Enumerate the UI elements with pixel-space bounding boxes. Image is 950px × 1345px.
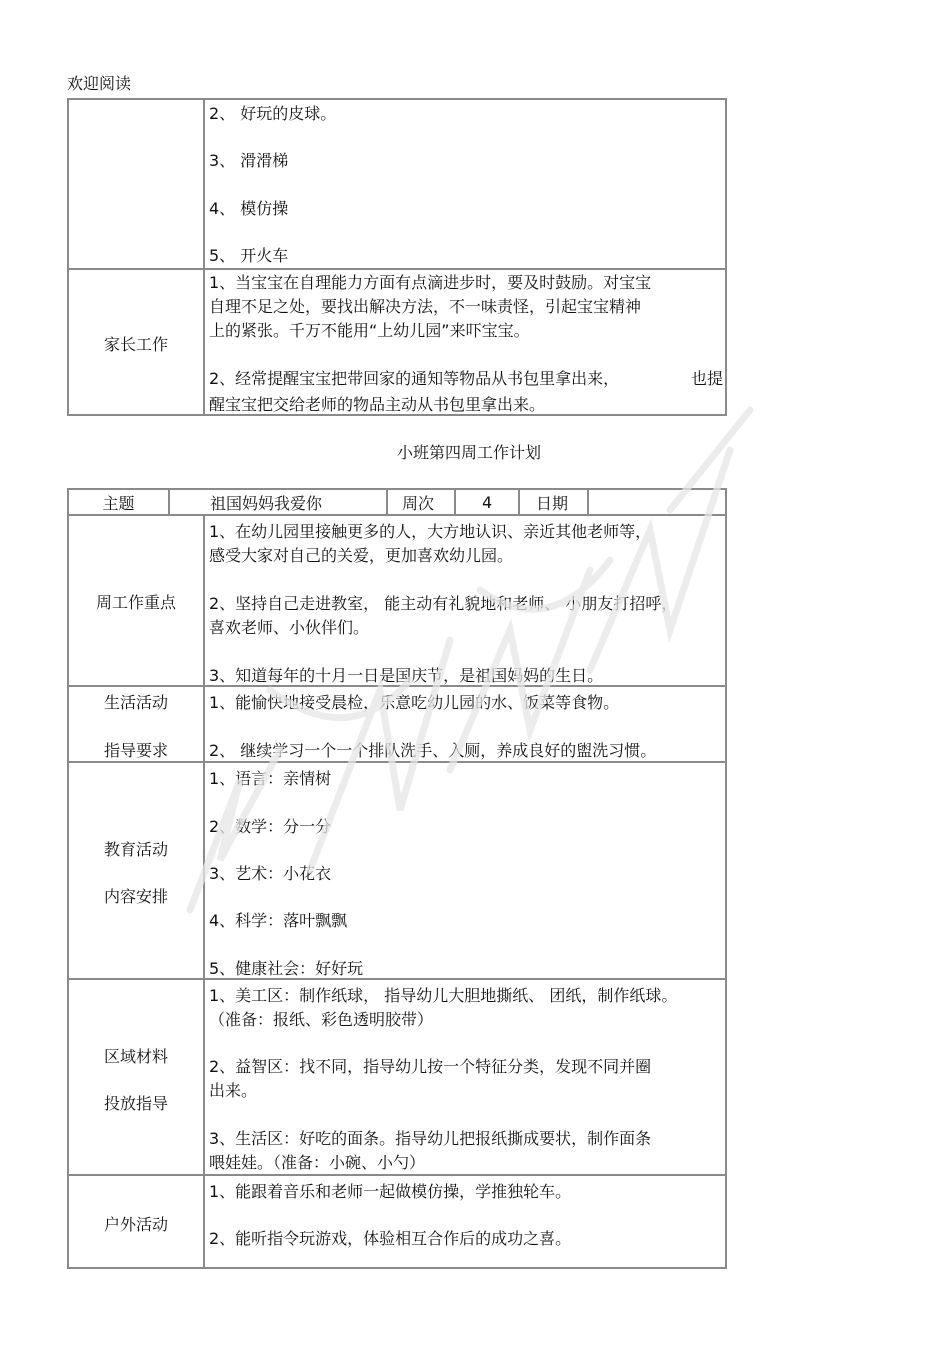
life-label: [69, 687, 205, 761]
area-line: 喂娃娃。（准备：小碗、小勺）: [209, 1153, 426, 1172]
outdoor-line: 1、能跟着音乐和老师一起做模仿操，学推独轮车。: [209, 1182, 572, 1201]
parent-work-content: [207, 270, 725, 414]
focus-line: 感受大家对自己的关爱，更加喜欢幼儿园。: [209, 546, 514, 565]
life-line: 1、能愉快地接受晨检，乐意吃幼儿园的水、饭菜等食物。: [209, 693, 620, 712]
focus-line: 3、知道每年的十月一日是国庆节，是祖国妈妈的生日。: [209, 666, 604, 685]
education-line: 2、数学：分一分: [209, 817, 332, 836]
activity-line: 2、 好玩的皮球。: [209, 104, 337, 123]
life-row: [69, 685, 725, 761]
parent-line: 1、当宝宝在自理能力方面有点滴进步时，要及时鼓励。对宝宝: [209, 273, 652, 292]
focus-row: [69, 514, 725, 685]
activity-row: [69, 100, 725, 270]
focus-label-text: 周工作重点: [95, 593, 176, 612]
focus-line: 2、坚持自己走进教室， 能主动有礼貌地和老师、 小朋友打招呼，: [209, 594, 678, 613]
parent-work-label: [69, 270, 205, 414]
week-label-cell: [388, 490, 456, 514]
area-line: 3、生活区：好吃的面条。指导幼儿把报纸撕成要状，制作面条: [209, 1129, 652, 1148]
activity-row-content: [207, 100, 725, 270]
area-line: 1、美工区：制作纸球， 指导幼儿大胆地撕纸、 团纸，制作纸球。: [209, 986, 678, 1005]
education-label-line1: 教育活动: [103, 840, 168, 859]
education-line: 3、艺术：小花衣: [209, 864, 332, 883]
activity-row-label: [69, 100, 205, 270]
focus-content: [207, 514, 725, 685]
area-row: [69, 978, 725, 1174]
parent-line: 自理不足之处，要找出解决方法，不一味责怪，引起宝宝精神: [209, 297, 642, 316]
outdoor-label: [69, 1176, 205, 1269]
outdoor-line: 2、能听指令玩游戏，体验相互合作后的成功之喜。: [209, 1229, 572, 1248]
theme-label-cell: [69, 490, 170, 514]
top-table: [67, 98, 727, 416]
parent-line: 2、经常提醒宝宝把带回家的通知等物品从书包里拿出来，: [209, 369, 620, 388]
week-label: 周次: [402, 493, 435, 513]
education-line: 4、科学：落叶飘飘: [209, 911, 348, 930]
life-content: [207, 687, 725, 761]
education-row: [69, 761, 725, 978]
area-label-line2: 投放指导: [103, 1094, 168, 1113]
area-content: [207, 980, 725, 1174]
life-label-line2: 指导要求: [103, 741, 168, 760]
outdoor-label-text: 户外活动: [103, 1215, 168, 1234]
page-header: 欢迎阅读: [67, 74, 132, 93]
parent-work-label-text: 家长工作: [103, 335, 168, 354]
focus-line: 喜欢老师、小伙伴们。: [209, 618, 370, 637]
outdoor-row: [69, 1174, 725, 1269]
activity-line: 5、 开火车: [209, 246, 289, 265]
life-label-line1: 生活活动: [103, 693, 168, 712]
focus-label: [69, 514, 205, 685]
week-value: 4: [482, 492, 493, 512]
area-line: 2、益智区：找不同，指导幼儿按一个特征分类，发现不同并圈: [209, 1057, 652, 1076]
parent-line: 上的紧张。千万不能用“上幼儿园”来吓宝宝。: [209, 321, 530, 340]
theme-value-cell: [170, 490, 388, 514]
parent-line: 醒宝宝把交给老师的物品主动从书包里拿出来。: [209, 395, 546, 414]
education-content: [207, 763, 725, 978]
area-line: 出来。: [209, 1081, 258, 1100]
plan-header-row: [67, 488, 727, 516]
activity-line: 4、 模仿操: [209, 199, 289, 218]
week-value-cell: [456, 490, 520, 514]
plan-title: 小班第四周工作计划: [396, 443, 541, 462]
theme-label: 主题: [102, 493, 135, 513]
life-line: 2、 继续学习一个一个排队洗手、入厕，养成良好的盥洗习惯。: [209, 741, 657, 760]
education-label-line2: 内容安排: [103, 887, 168, 906]
date-label: 日期: [536, 493, 569, 513]
parent-work-row: [69, 268, 725, 414]
date-value-cell: [589, 490, 725, 514]
area-label-line1: 区域材料: [103, 1047, 168, 1066]
education-line: 5、健康社会：好好玩: [209, 959, 364, 978]
focus-line: 1、在幼儿园里接触更多的人，大方地认识、亲近其他老师等，: [209, 522, 652, 541]
education-label: [69, 763, 205, 978]
parent-line: 也提: [691, 369, 724, 388]
theme-value: 祖国妈妈我爱你: [210, 493, 323, 513]
plan-table: [67, 514, 727, 1269]
area-line: （准备：报纸、彩色透明胶带）: [209, 1010, 434, 1029]
area-label: [69, 980, 205, 1174]
education-line: 1、语言：亲情树: [209, 769, 332, 788]
outdoor-content: [207, 1176, 725, 1269]
date-label-cell: [520, 490, 589, 514]
activity-line: 3、 滑滑梯: [209, 151, 289, 170]
